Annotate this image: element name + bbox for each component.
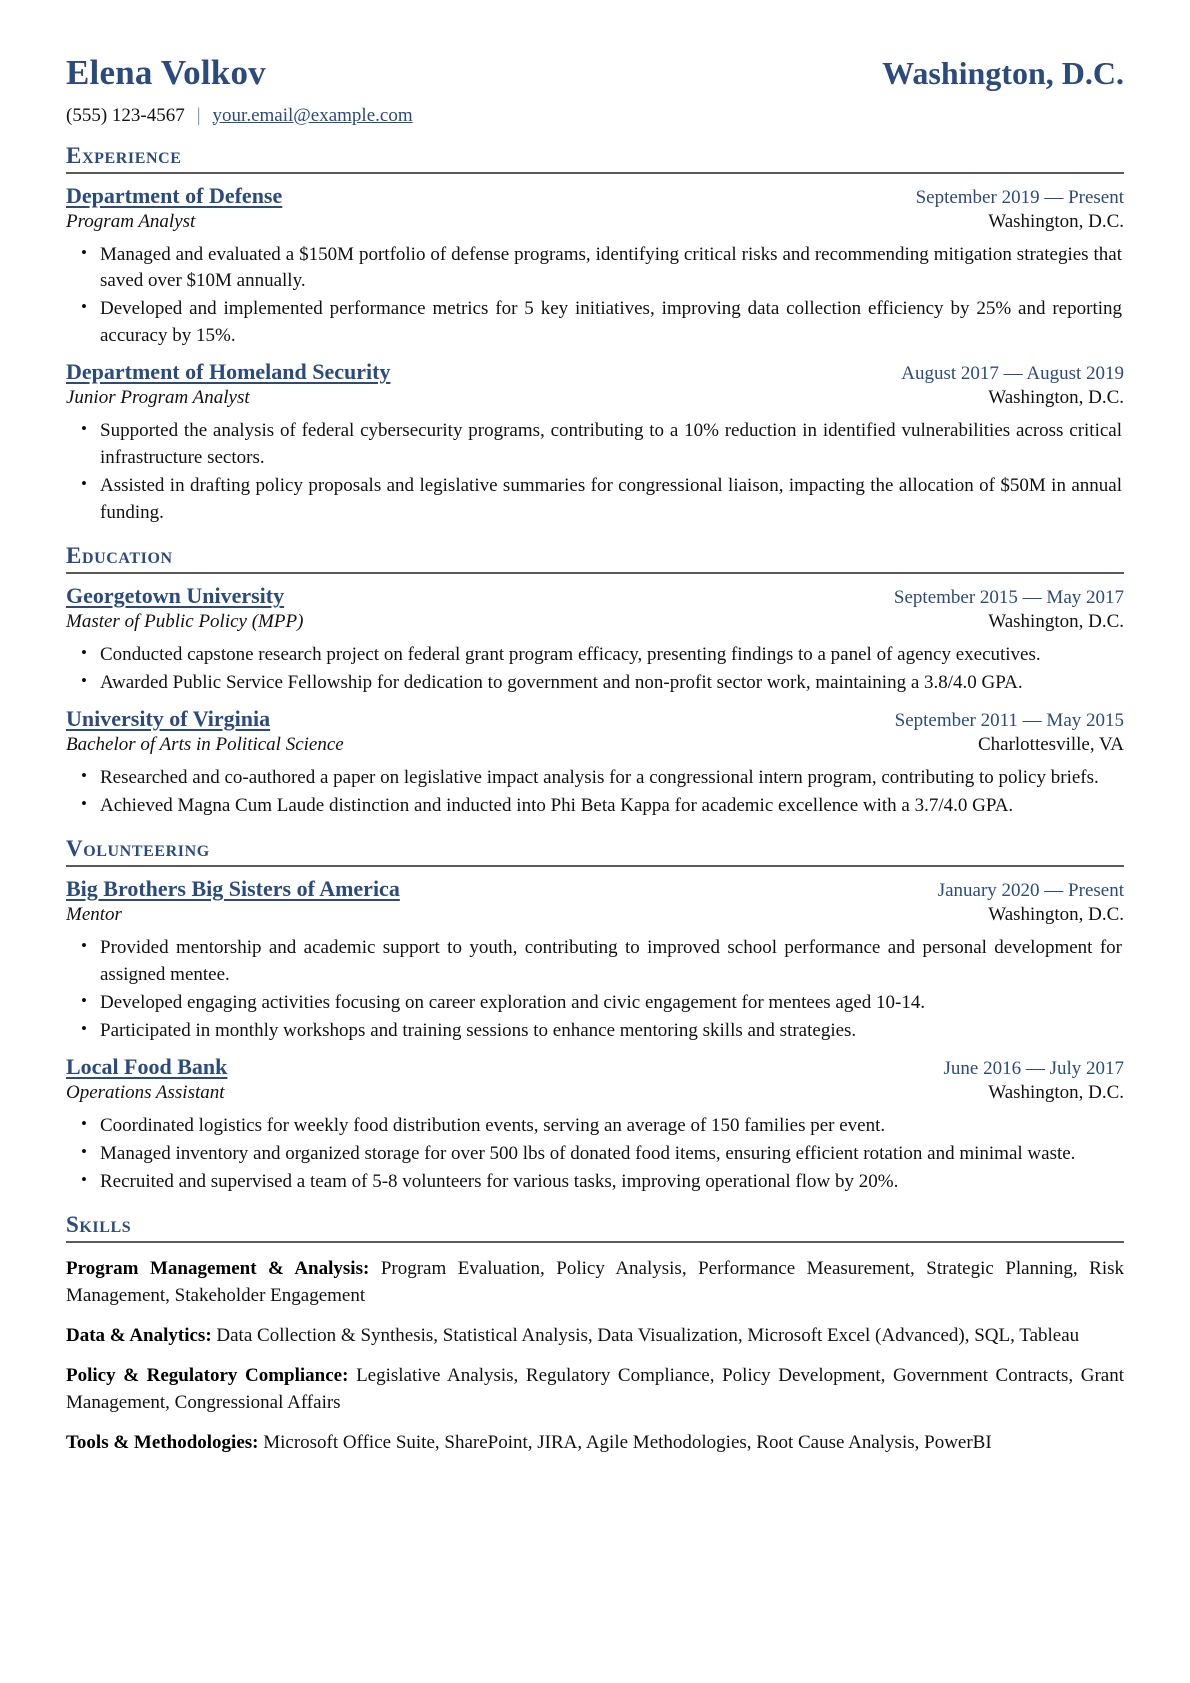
entry-bullet-list xyxy=(66,242,1124,351)
bullet-item: • Developed and implemented performance metrics for 5 key initiatives, improving data collection efficiency by 25% and reporting accuracy by 15%. xyxy=(100,296,1124,350)
section-education xyxy=(66,544,1124,820)
entry-organization[interactable]: Georgetown University xyxy=(66,583,285,609)
entry-organization[interactable]: Department of Defense xyxy=(66,182,283,208)
entry-date-range: June 2016 — July 2017 xyxy=(943,1058,1124,1079)
section-rule xyxy=(66,865,1124,867)
skill-group xyxy=(66,1430,1124,1457)
section-title-experience: Experience xyxy=(66,142,182,168)
contact-separator: | xyxy=(196,104,201,126)
bullet-item: • Managed and evaluated a $150M portfolio of defense programs, identifying critical risks and recommending mitigation strategies that saved over $10M annually. xyxy=(100,242,1124,296)
education-entry xyxy=(66,706,1124,820)
education-entries xyxy=(66,583,1124,820)
skill-category: Tools & Methodologies: xyxy=(66,1431,264,1453)
entry-subheader-row xyxy=(66,1082,1124,1104)
bullet-item: • Supported the analysis of federal cybersecurity programs, contributing to a 10% reduction in identified vulnerabilities across critical infrastructure sectors. xyxy=(100,418,1124,472)
bullet-item: • Managed inventory and organized storage for over 500 lbs of donated food items, ensuring efficient rotation and minimal waste. xyxy=(100,1141,1124,1168)
entry-header-row xyxy=(66,583,1124,609)
entry-degree: Master of Public Policy (MPP) xyxy=(66,611,304,633)
entry-organization[interactable]: Department of Homeland Security xyxy=(66,359,391,385)
skill-group xyxy=(66,1256,1124,1310)
education-entry xyxy=(66,583,1124,697)
entry-organization[interactable]: Big Brothers Big Sisters of America xyxy=(66,876,400,902)
volunteering-entry xyxy=(66,1054,1124,1196)
entry-subheader-row xyxy=(66,211,1124,233)
skill-group xyxy=(66,1363,1124,1417)
skill-category: Policy & Regulatory Compliance: xyxy=(66,1364,357,1386)
experience-entry xyxy=(66,183,1124,351)
entry-date-range: September 2015 — May 2017 xyxy=(893,587,1124,609)
entry-header-row xyxy=(66,359,1124,385)
entry-bullet-list xyxy=(66,765,1124,820)
bullet-item: • Participated in monthly workshops and training sessions to enhance mentoring skills and strategies. xyxy=(100,1018,1124,1045)
section-title-skills: Skills xyxy=(66,1211,132,1237)
entry-header-row xyxy=(66,183,1124,209)
entry-organization[interactable]: University of Virginia xyxy=(66,706,271,732)
entry-header-row xyxy=(66,1054,1124,1080)
entry-role: Program Analyst xyxy=(66,210,196,232)
resume-header xyxy=(66,54,1124,93)
entry-subheader-row xyxy=(66,904,1124,926)
entry-organization[interactable]: Local Food Bank xyxy=(66,1054,228,1079)
contact-phone: (555) 123-4567 xyxy=(66,104,185,126)
entry-subheader-row xyxy=(66,611,1124,633)
skill-items: Legislative Analysis, Regulatory Compliance, Policy Development, Government Contracts, Grant Management, Congressional Affairs xyxy=(66,1364,1124,1413)
entry-location: Washington, D.C. xyxy=(988,387,1124,409)
section-title-education: Education xyxy=(66,543,173,569)
volunteering-entry xyxy=(66,876,1124,1045)
entry-date-range: September 2011 — May 2015 xyxy=(894,710,1124,732)
contact-line xyxy=(66,105,1124,127)
skill-items: Data Collection & Synthesis, Statistical Analysis, Data Visualization, Microsoft Excel (Advanced), SQL, Tableau xyxy=(216,1324,1080,1346)
entry-location: Washington, D.C. xyxy=(988,904,1124,926)
entry-subheader-row xyxy=(66,387,1124,409)
entry-location: Charlottesville, VA xyxy=(977,734,1124,756)
entry-degree: Bachelor of Arts in Political Science xyxy=(66,734,344,756)
skill-category: Data & Analytics: xyxy=(66,1324,217,1346)
entry-subheader-row xyxy=(66,734,1124,756)
skill-group xyxy=(66,1323,1124,1350)
entry-header-row xyxy=(66,706,1124,732)
contact-email-link[interactable]: your.email@example.com xyxy=(212,104,413,126)
section-experience xyxy=(66,144,1124,528)
section-volunteering xyxy=(66,837,1124,1196)
skill-items: Microsoft Office Suite, SharePoint, JIRA, Agile Methodologies, Root Cause Analysis, PowerBI xyxy=(263,1431,992,1453)
experience-entries xyxy=(66,183,1124,528)
entry-location: Washington, D.C. xyxy=(988,611,1124,633)
bullet-item: • Coordinated logistics for weekly food distribution events, serving an average of 150 families per event. xyxy=(100,1113,1124,1140)
entry-role: Mentor xyxy=(66,904,122,926)
entry-location: Washington, D.C. xyxy=(988,210,1124,232)
volunteering-entries xyxy=(66,876,1124,1196)
section-title-volunteering: Volunteering xyxy=(66,836,210,862)
experience-entry xyxy=(66,359,1124,527)
entry-bullet-list xyxy=(66,418,1124,527)
entry-date-range: September 2019 — Present xyxy=(915,186,1124,208)
entry-bullet-list xyxy=(66,935,1124,1045)
entry-date-range: January 2020 — Present xyxy=(937,880,1124,902)
skill-category: Program Management & Analysis: xyxy=(66,1257,381,1279)
bullet-item: • Developed engaging activities focusing on career exploration and civic engagement for mentees aged 10-14. xyxy=(100,990,1124,1017)
bullet-item: • Provided mentorship and academic support to youth, contributing to improved school performance and personal development for assigned mentee. xyxy=(100,935,1124,989)
skill-items: Program Evaluation, Policy Analysis, Performance Measurement, Strategic Planning, Risk Management, Stakeholder Engagement xyxy=(66,1257,1124,1306)
bullet-item: • Recruited and supervised a team of 5-8 volunteers for various tasks, improving operational flow by 20%. xyxy=(100,1169,1124,1196)
entry-role: Operations Assistant xyxy=(66,1082,225,1103)
entry-header-row xyxy=(66,876,1124,902)
entry-location: Washington, D.C. xyxy=(988,1082,1124,1103)
section-rule xyxy=(66,172,1124,174)
bullet-item: • Awarded Public Service Fellowship for dedication to government and non-profit sector work, maintaining a 3.8/4.0 GPA. xyxy=(100,670,1124,697)
candidate-location: Washington, D.C. xyxy=(882,55,1124,91)
section-skills xyxy=(66,1213,1124,1457)
section-rule xyxy=(66,572,1124,574)
bullet-item: • Conducted capstone research project on federal grant program efficacy, presenting findings to a panel of agency executives. xyxy=(100,642,1124,669)
bullet-item: • Researched and co-authored a paper on legislative impact analysis for a congressional intern program, contributing to policy briefs. xyxy=(100,765,1124,792)
entry-bullet-list xyxy=(66,642,1124,697)
entry-date-range: August 2017 — August 2019 xyxy=(901,363,1124,385)
section-rule xyxy=(66,1241,1124,1243)
bullet-item: • Assisted in drafting policy proposals and legislative summaries for congressional liaison, impacting the allocation of $50M in annual funding. xyxy=(100,473,1124,527)
entry-role: Junior Program Analyst xyxy=(66,387,250,409)
bullet-item: • Achieved Magna Cum Laude distinction and inducted into Phi Beta Kappa for academic excellence with a 3.7/4.0 GPA. xyxy=(100,793,1124,820)
candidate-name: Elena Volkov xyxy=(66,53,266,92)
entry-bullet-list xyxy=(66,1113,1124,1196)
